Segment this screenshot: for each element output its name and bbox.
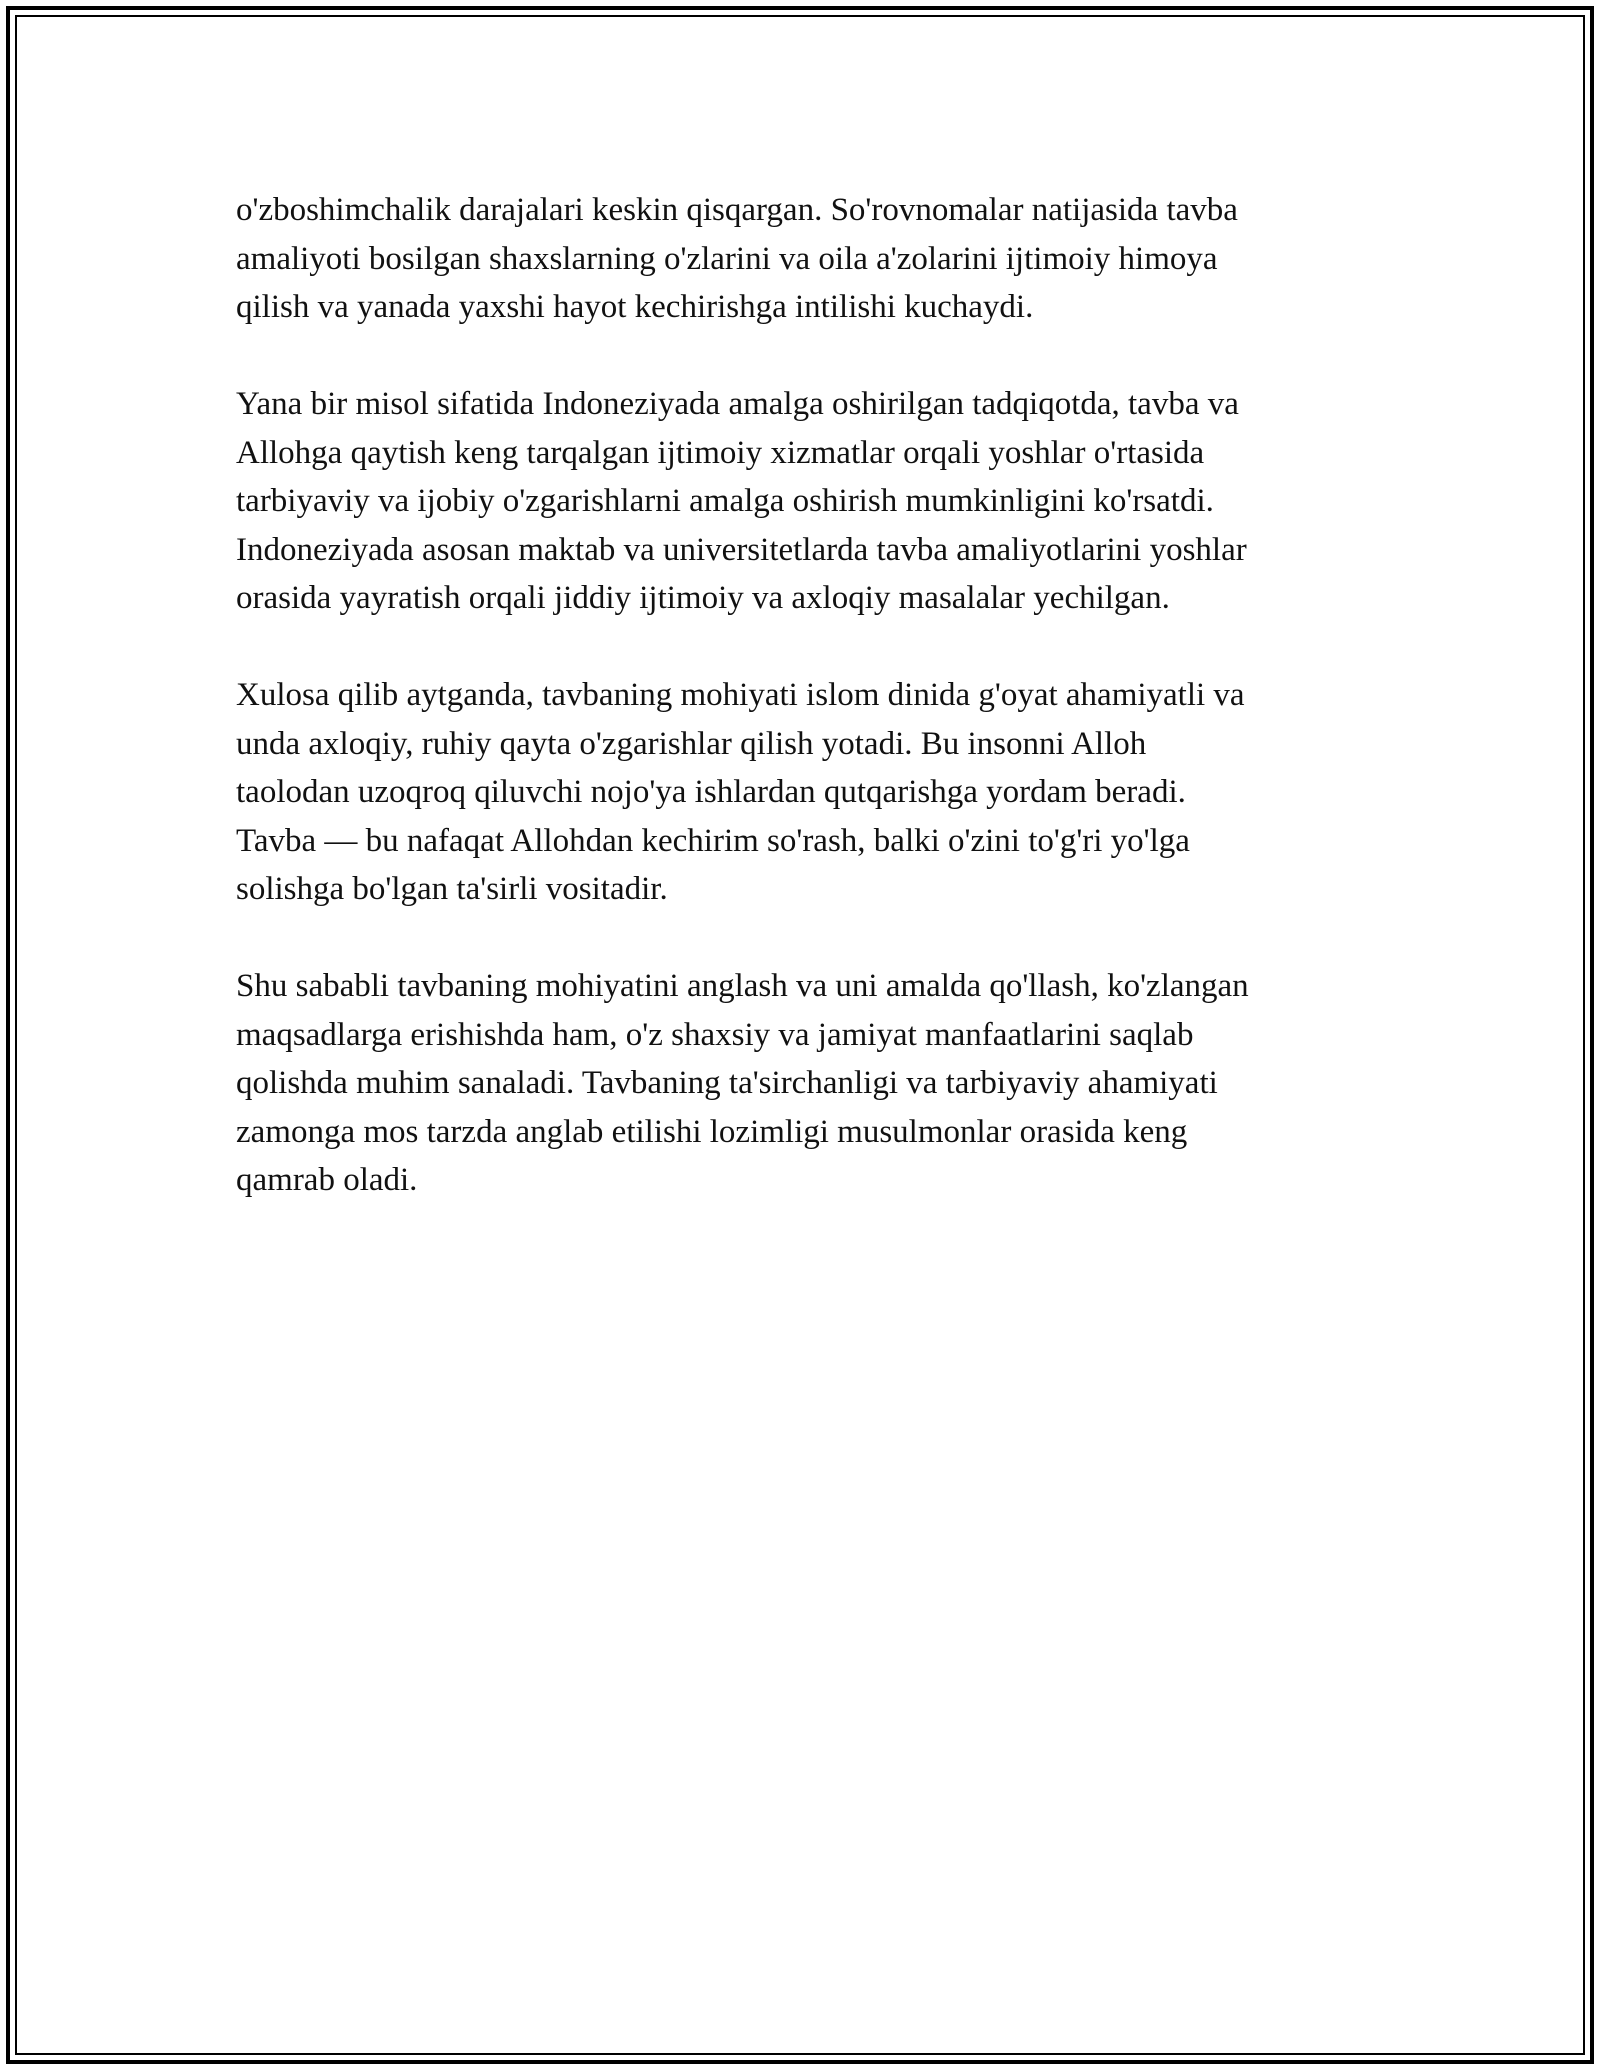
paragraph-1: o'zboshimchalik darajalari keskin qisqargan. So'rovnomalar natijasida tavba amaliyoti bosilgan shaxslarning o'zlarini va oila a'zolarini ijtimoiy himoya qilish va yanada yaxshi hayot kechirishga intilishi kuchaydi.	[236, 192, 1238, 325]
paragraph-3: Xulosa qilib aytganda, tavbaning mohiyati islom dinida g'oyat ahamiyatli va unda axloqiy, ruhiy qayta o'zgarishlar qilish yotadi. Bu insonni Alloh taolodan uzoqroq qiluvchi nojo'ya ishlardan qutqarishga yordam beradi. Tavba — bu nafaqat Allohdan kechirim so'rash, balki o'zini to'g'ri yo'lga solishga bo'lgan ta'sirli vositadir.	[236, 677, 1245, 907]
paragraph-4: Shu sababli tavbaning mohiyatini anglash va uni amalda qo'llash, ko'zlangan maqsadlarga erishishda ham, o'z shaxsiy va jamiyat manfaatlarini saqlab qolishda muhim sanaladi. Tavbaning ta'sirchanligi va tarbiyaviy ahamiyati zamonga mos tarzda anglab etilishi lozimligi musulmonlar orasida keng qamrab oladi.	[236, 968, 1249, 1198]
paragraph-2: Yana bir misol sifatida Indoneziyada amalga oshirilgan tadqiqotda, tavba va Allohga qaytish keng tarqalgan ijtimoiy xizmatlar orqali yoshlar o'rtasida tarbiyaviy va ijobiy o'zgarishlarni amalga oshirish mumkinligini ko'rsatdi. Indoneziyada asosan maktab va universitetlarda tavba amaliyotlarini yoshlar orasida yayratish orqali jiddiy ijtimoiy va axloqiy masalalar yechilgan.	[236, 386, 1247, 616]
document-body	[236, 186, 1381, 1205]
